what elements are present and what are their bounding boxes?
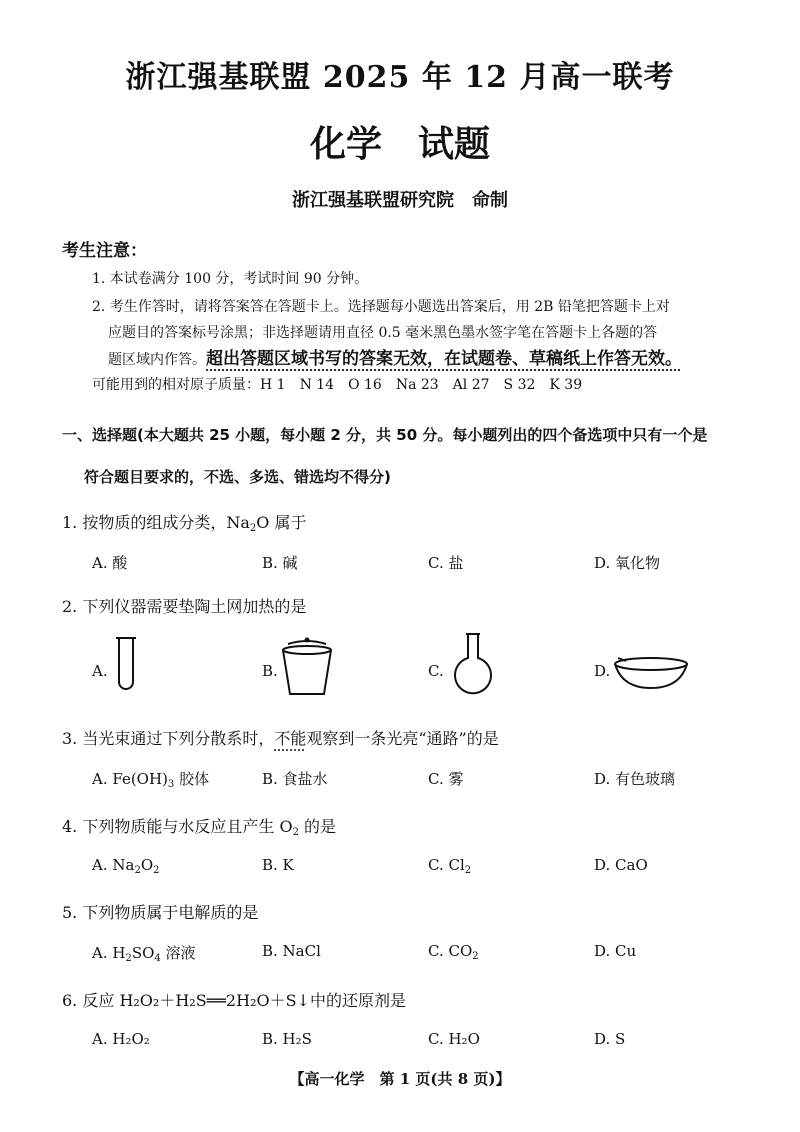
q5-option-c: [428, 942, 479, 962]
q1-stem-b: O 属于: [256, 513, 307, 532]
q5-a-mid: SO: [131, 944, 155, 962]
subject-title: 化学 试题: [309, 123, 490, 165]
q3-option-d: D. 有色玻璃: [594, 770, 676, 788]
q5-option-a: [92, 942, 196, 964]
issuer-line: 浙江强基联盟研究院 命制: [292, 190, 508, 211]
q5-a-pre: A. H: [92, 944, 126, 962]
q4-a-pre: A. Na: [92, 856, 135, 874]
crucible-icon: [274, 636, 340, 700]
q4-stem-sub: 2: [292, 827, 299, 838]
q3-a-sub: 3: [167, 779, 175, 790]
test-tube-icon: [114, 636, 138, 696]
notice-emphasis: 超出答题区域书写的答案无效，在试题卷、草稿纸上作答无效。: [206, 349, 682, 369]
notice-item-2-line-3: [108, 344, 682, 369]
q4-c-sub: 2: [464, 865, 472, 876]
q3-option-c: C. 雾: [428, 770, 464, 788]
q5-a-post: 溶液: [160, 944, 196, 962]
q1-stem-sub: 2: [249, 523, 257, 534]
q3-option-a: [92, 768, 209, 790]
q6-option-d: D. S: [594, 1030, 626, 1048]
q6-option-c: C. H₂O: [428, 1030, 480, 1048]
notice-item-2-line-2: 应题目的答案标号涂黑；非选择题请用直径 0.5 毫米黑色墨水签字笔在答题卡上各题的答: [108, 325, 658, 341]
q3-stem-a: 3. 当光束通过下列分散系时，: [62, 729, 275, 748]
q1-option-d: D. 氧化物: [594, 554, 661, 572]
exam-title: 浙江强基联盟 2025 年 12 月高一联考: [125, 60, 675, 95]
q4-a-mid: O: [140, 856, 154, 874]
q3-stem-b: 观察到一条光亮“通路”的是: [306, 729, 499, 748]
q4-a-sub2: 2: [153, 865, 160, 876]
section-1-heading-line-2: 符合题目要求的，不选、多选、错选均不得分): [84, 468, 391, 486]
q1-option-a: A. 酸: [92, 554, 128, 572]
notice-heading: 考生注意：: [62, 241, 147, 261]
notice-item-2-line-1: 2. 考生作答时，请将答案答在答题卡上。选择题每小题选出答案后，用 2B 铅笔把答题卡上对: [92, 299, 670, 315]
atomic-mass-line: 可能用到的相对原子质量：H 1 N 14 O 16 Na 23 Al 27 S 32 K 39: [92, 377, 583, 393]
q4-stem-b: 的是: [298, 817, 337, 836]
q6-option-b: B. H₂S: [262, 1030, 312, 1048]
question-3-stem: [62, 726, 499, 749]
question-1-stem: [62, 510, 307, 534]
q4-stem-a: 4. 下列物质能与水反应且产生 O: [62, 817, 293, 836]
q1-option-b: B. 碱: [262, 554, 298, 572]
question-4-stem: [62, 814, 336, 838]
q3-stem-emphasis: 不能: [274, 729, 307, 748]
q2-option-a: A.: [92, 662, 108, 680]
q5-option-d: D. Cu: [594, 942, 637, 960]
q4-option-b: B. K: [262, 856, 294, 874]
section-1-heading-line-1: 一、选择题(本大题共 25 小题，每小题 2 分，共 50 分。每小题列出的四个备选项中只有一个是: [62, 426, 708, 444]
q3-a-pre: A. Fe(OH): [92, 770, 168, 788]
q4-option-c: [428, 856, 471, 876]
q5-c-sub: 2: [472, 951, 479, 962]
q4-option-a: [92, 856, 160, 876]
q1-stem-a: 1. 按物质的组成分类，Na: [62, 513, 250, 532]
question-2-stem: 2. 下列仪器需要垫陶土网加热的是: [62, 597, 307, 616]
evaporating-dish-icon: [612, 654, 690, 694]
notice-item-1: 1. 本试卷满分 100 分，考试时间 90 分钟。: [92, 271, 369, 287]
q5-option-b: B. NaCl: [262, 942, 321, 960]
q5-a-sub2: 4: [154, 953, 161, 964]
q4-option-d: D. CaO: [594, 856, 648, 874]
q2-option-c: C.: [428, 662, 444, 680]
q4-a-sub1: 2: [134, 865, 141, 876]
question-5-stem: 5. 下列物质属于电解质的是: [62, 903, 259, 922]
q5-c-pre: C. CO: [428, 942, 473, 960]
notice-item-2-line-3-plain: 题区域内作答。: [108, 352, 206, 368]
q4-c-pre: C. Cl: [428, 856, 465, 874]
q5-a-sub1: 2: [125, 953, 132, 964]
page-footer: 【高一化学 第 1 页(共 8 页)】: [289, 1070, 511, 1088]
q3-a-post: 胶体: [174, 770, 210, 788]
q1-option-c: C. 盐: [428, 554, 464, 572]
question-6-stem: 6. 反应 H₂O₂＋H₂S══2H₂O＋S↓中的还原剂是: [62, 991, 406, 1010]
q2-option-b: B.: [262, 662, 278, 680]
round-bottom-flask-icon: [446, 632, 500, 700]
q6-option-a: A. H₂O₂: [92, 1030, 150, 1048]
q3-option-b: B. 食盐水: [262, 770, 328, 788]
q2-option-d: D.: [594, 662, 611, 680]
